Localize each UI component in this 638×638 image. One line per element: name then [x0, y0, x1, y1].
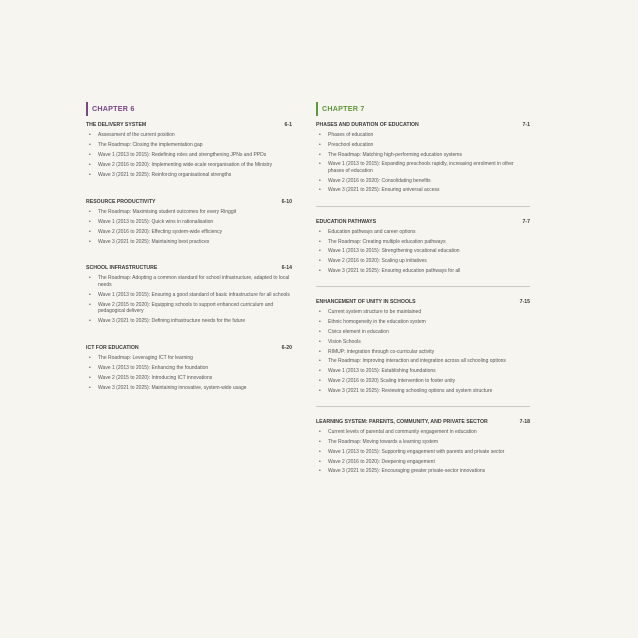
bullet-icon: •: [89, 208, 91, 215]
toc-list-item: [316, 459, 530, 465]
section-title: RESOURCE PRODUCTIVITY: [86, 198, 156, 205]
toc-item-text: Wave 1 (2013 to 2015): Establishing foundations: [328, 368, 436, 375]
chapter-7-sections: [316, 122, 530, 475]
toc-item-text: Wave 1 (2013 to 2015): Strengthening vocational education: [328, 248, 460, 255]
bullet-icon: •: [89, 364, 91, 371]
section-heading: [86, 265, 292, 272]
toc-item-text: Wave 2 (2015 to 2020): Introducing ICT innovations: [98, 374, 213, 381]
section-page-number: 7-18: [519, 419, 530, 426]
section-page-number: 7-7: [522, 218, 530, 225]
section-title: PHASES AND DURATION OF EDUCATION: [316, 122, 419, 128]
toc-list-item: [316, 468, 530, 474]
toc-item-text: Wave 3 (2021 to 2025): Ensuring universal access: [328, 187, 440, 194]
bullet-icon: •: [319, 309, 321, 316]
chapter-6-sections: [86, 122, 292, 391]
toc-item-text: The Roadmap: Improving interaction and integration across all schooling options: [328, 358, 506, 365]
section-heading: [316, 219, 530, 226]
bullet-icon: •: [89, 142, 91, 149]
toc-list-item: [316, 339, 530, 345]
toc-list-item: [86, 209, 292, 215]
toc-list-item: [86, 229, 292, 235]
bullet-icon: •: [319, 438, 321, 445]
section-title: THE DELIVERY SYSTEM: [86, 122, 147, 128]
toc-item-text: Wave 3 (2021 to 2025): Maintaining best practices: [98, 238, 210, 245]
bullet-icon: •: [319, 377, 321, 384]
bullet-icon: •: [319, 448, 321, 455]
bullet-icon: •: [89, 238, 91, 245]
toc-list-item: [86, 239, 292, 245]
toc-section: [316, 419, 530, 475]
bullet-icon: •: [89, 218, 91, 225]
toc-list-item: [86, 172, 292, 178]
toc-item-text: Ethnic homogeneity in the education system: [328, 319, 426, 326]
toc-list-item: [316, 309, 530, 315]
toc-list-item: [316, 388, 530, 394]
chapter-6-column: [86, 102, 292, 391]
toc-item-text: Wave 3 (2021 to 2025): Encouraging greater private-sector innovations: [328, 468, 486, 475]
toc-item-text: The Roadmap: Matching high-performing education systems: [328, 151, 462, 158]
section-title: ENHANCEMENT OF UNITY IN SCHOOLS: [316, 299, 416, 306]
section-heading: [86, 345, 292, 352]
bullet-icon: •: [319, 248, 321, 255]
toc-item-text: Preschool education: [328, 141, 374, 148]
toc-list-item: [86, 142, 292, 148]
toc-list-item: [86, 302, 292, 315]
bullet-icon: •: [319, 187, 321, 194]
toc-list-item: [86, 355, 292, 361]
bullet-icon: •: [319, 151, 321, 158]
toc-item-text: Wave 3 (2021 to 2025): Defining infrastructure needs for the future: [98, 318, 246, 325]
bullet-icon: •: [89, 152, 91, 159]
toc-list-item: [316, 239, 530, 245]
section-title: LEARNING SYSTEM: PARENTS, COMMUNITY, AND PRIVATE SECTOR: [316, 419, 488, 426]
bullet-icon: •: [319, 258, 321, 265]
toc-item-text: Wave 1 (2013 to 2015): Quick wins in rationalisation: [98, 218, 214, 225]
toc-list-item: [86, 132, 292, 138]
toc-list-item: [316, 161, 530, 174]
section-heading: [86, 122, 292, 129]
toc-list-item: [316, 378, 530, 384]
toc-item-text: Phases of education: [328, 131, 374, 138]
section-page-number: 6-20: [281, 344, 292, 351]
toc-item-text: The Roadmap: Closing the implementation gap: [98, 142, 203, 149]
toc-list-item: [86, 152, 292, 158]
toc-list-item: [316, 132, 530, 138]
bullet-icon: •: [319, 338, 321, 345]
toc-list-item: [316, 449, 530, 455]
toc-list-item: [316, 152, 530, 158]
toc-section: [316, 219, 530, 275]
bullet-icon: •: [319, 358, 321, 365]
bullet-icon: •: [89, 374, 91, 381]
toc-item-text: Wave 1 (2013 to 2015): Enhancing the foundation: [98, 364, 209, 371]
section-title: SCHOOL INFRASTRUCTURE: [86, 265, 158, 272]
bullet-icon: •: [89, 318, 91, 325]
toc-item-text: Education pathways and career options: [328, 228, 416, 235]
toc-item-text: Wave 1 (2013 to 2015): Redefining roles and strengthening JPNs and PPDs: [98, 152, 267, 159]
toc-item-text: Current system structure to be maintained: [328, 309, 422, 316]
toc-list-item: [316, 358, 530, 364]
toc-item-text: The Roadmap: Adopting a common standard for school infrastructure, adapted to local needs: [98, 275, 290, 288]
bullet-icon: •: [319, 458, 321, 465]
toc-item-text: Wave 2 (2016 to 2020): Scaling up initiatives: [328, 258, 427, 265]
toc-list-item: [316, 329, 530, 335]
bullet-icon: •: [319, 267, 321, 274]
section-page-number: 7-1: [522, 122, 530, 128]
bullet-icon: •: [319, 238, 321, 245]
toc-item-text: Wave 1 (2013 to 2015): Expanding preschools rapidly, increasing enrolment in other phases of education: [328, 161, 514, 174]
toc-item-text: Wave 3 (2021 to 2025): Ensuring education pathways for all: [328, 267, 461, 274]
toc-item-text: Wave 2 (2016 to 2020) Scaling intervention to foster unity: [328, 377, 456, 384]
bullet-icon: •: [319, 387, 321, 394]
toc-item-text: RIMUP: integration through co-curricular activity: [328, 348, 435, 355]
toc-list-item: [316, 229, 530, 235]
section-title: ICT FOR EDUCATION: [86, 344, 139, 351]
section-heading: [316, 299, 530, 306]
toc-list-item: [316, 368, 530, 374]
bullet-icon: •: [319, 177, 321, 184]
bullet-icon: •: [319, 161, 321, 168]
toc-item-text: Wave 2 (2016 to 2020): Consolidating benefits: [328, 177, 431, 184]
toc-item-text: Current levels of parental and community engagement in education: [328, 429, 477, 436]
toc-list-item: [316, 349, 530, 355]
toc-list-item: [86, 292, 292, 298]
toc-list-item: [316, 268, 530, 274]
chapter-7-column: [316, 102, 530, 475]
bullet-icon: •: [89, 162, 91, 169]
toc-item-text: Wave 2 (2016 to 2020): Effecting system-wide efficiency: [98, 228, 223, 235]
section-page-number: 6-14: [281, 265, 292, 272]
bullet-icon: •: [89, 132, 91, 139]
toc-list-item: [86, 275, 292, 288]
toc-section: [86, 265, 292, 324]
toc-item-text: The Roadmap: Creating multiple education pathways: [328, 238, 446, 245]
toc-section: [316, 299, 530, 394]
toc-list-item: [316, 429, 530, 435]
toc-item-text: Assessment of the current position: [98, 132, 175, 139]
toc-item-text: Wave 3 (2021 to 2025): Reviewing schooling options and system structure: [328, 387, 493, 394]
toc-section: [86, 345, 292, 392]
bullet-icon: •: [319, 319, 321, 326]
toc-item-text: Wave 1 (2013 to 2015): Supporting engagement with parents and private sector: [328, 448, 505, 455]
toc-item-text: The Roadmap: Leveraging ICT for learning: [98, 354, 193, 361]
bullet-icon: •: [89, 172, 91, 179]
toc-item-text: Vision Schools: [328, 338, 361, 345]
toc-item-text: The Roadmap: Moving towards a learning system: [328, 438, 439, 445]
toc-item-text: Wave 1 (2013 to 2015): Ensuring a good standard of basic infrastructure for all schools: [98, 291, 290, 298]
toc-section: [86, 199, 292, 246]
toc-item-text: The Roadmap: Maximising student outcomes for every Ringgit: [98, 208, 237, 215]
bullet-icon: •: [319, 228, 321, 235]
toc-list-item: [86, 375, 292, 381]
section-page-number: 7-15: [519, 299, 530, 306]
bullet-icon: •: [89, 275, 91, 282]
bullet-icon: •: [89, 291, 91, 298]
section-page-number: 6-1: [284, 122, 292, 128]
section-heading: [86, 199, 292, 206]
toc-list-item: [86, 385, 292, 391]
toc-item-text: Civics element in education: [328, 328, 389, 335]
toc-item-text: Wave 3 (2021 to 2025): Reinforcing organisational strengths: [98, 172, 232, 179]
chapter-heading: CHAPTER 6: [86, 102, 292, 116]
toc-list-item: [316, 178, 530, 184]
section-page-number: 6-10: [281, 198, 292, 205]
bullet-icon: •: [89, 228, 91, 235]
bullet-icon: •: [319, 468, 321, 475]
bullet-icon: •: [319, 368, 321, 375]
toc-list-item: [316, 319, 530, 325]
bullet-icon: •: [319, 429, 321, 436]
toc-item-text: Wave 2 (2016 to 2020): Deepening engagement: [328, 458, 435, 465]
bullet-icon: •: [89, 301, 91, 308]
bullet-icon: •: [319, 141, 321, 148]
toc-list-item: [316, 439, 530, 445]
bullet-icon: •: [89, 354, 91, 361]
toc-list-item: [86, 219, 292, 225]
toc-section: [316, 122, 530, 194]
toc-item-text: Wave 3 (2021 to 2025): Maintaining innovative, system-wide usage: [98, 384, 247, 391]
toc-list-item: [86, 365, 292, 371]
toc-section: [86, 122, 292, 179]
section-heading: [316, 122, 530, 129]
toc-list-item: [86, 318, 292, 324]
toc-list-item: [316, 258, 530, 264]
toc-item-text: Wave 2 (2015 to 2020): Equipping schools to support enhanced curriculum and pedagogical delivery: [98, 301, 274, 315]
bullet-icon: •: [319, 131, 321, 138]
bullet-icon: •: [319, 348, 321, 355]
toc-item-text: Wave 2 (2016 to 2020): Implementing wide-scale reorganisation of the Ministry: [98, 162, 273, 169]
toc-list-item: [316, 142, 530, 148]
bullet-icon: •: [89, 384, 91, 391]
bullet-icon: •: [319, 328, 321, 335]
toc-list-item: [86, 162, 292, 168]
toc-list-item: [316, 248, 530, 254]
toc-list-item: [316, 187, 530, 193]
section-heading: [316, 419, 530, 426]
section-title: EDUCATION PATHWAYS: [316, 218, 377, 225]
chapter-heading: CHAPTER 7: [316, 102, 530, 116]
